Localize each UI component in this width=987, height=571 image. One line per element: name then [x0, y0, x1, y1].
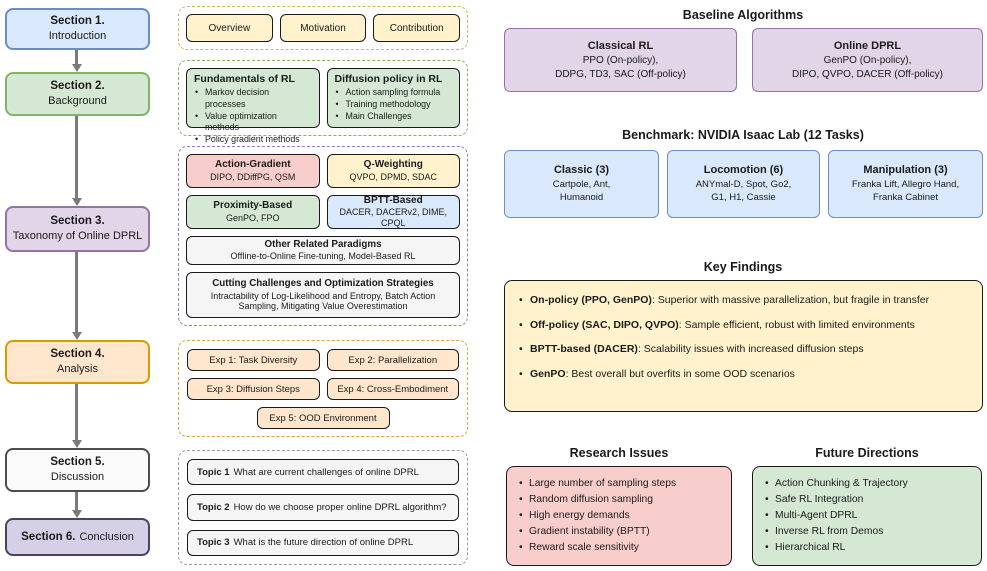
motivation-chip: Motivation [280, 14, 367, 42]
analysis-group [178, 340, 468, 437]
action-gradient-box [186, 154, 320, 188]
section-box-conclusion [5, 518, 150, 556]
flow-arrow [75, 384, 78, 440]
category-algorithms: DACER, DACERv2, DIME, CPQL [339, 207, 448, 228]
proximity-based-box [186, 195, 320, 229]
background-group [178, 60, 468, 145]
box-title: Classic (3) [553, 164, 610, 177]
issue-item: • Gradient instability (BPTT) [518, 524, 720, 540]
section-box-background [5, 72, 150, 116]
classic-tasks-box [504, 150, 659, 218]
topic-label: Topic 1 [197, 466, 230, 478]
flow-arrow [75, 492, 78, 510]
bullet-item: • Markov decision processes [194, 87, 312, 111]
flow-arrow [75, 252, 78, 332]
direction-item: • Inverse RL from Demos [764, 524, 970, 540]
box-line: DDPG, TD3, SAC (Off-policy) [555, 68, 686, 80]
bullet-list [335, 87, 453, 122]
bullet-item: • Action sampling formula [335, 87, 453, 99]
section-name: Background [48, 95, 107, 108]
discussion-group [178, 450, 468, 565]
bullet-item: • Policy gradient methods [194, 134, 312, 146]
box-line: Cartpole, Ant, [552, 178, 611, 190]
box-line: DIPO, QVPO, DACER (Off-policy) [792, 68, 943, 80]
section-box-taxonomy [5, 206, 150, 252]
issue-item: • High energy demands [518, 508, 720, 524]
other-paradigms-box [186, 236, 460, 266]
key-findings-heading: Key Findings [703, 260, 783, 274]
bullet-item: • Training methodology [335, 99, 453, 111]
section-box-analysis [5, 340, 150, 384]
introduction-group [178, 6, 468, 50]
box-title: Other Related Paradigms [264, 239, 382, 251]
cutting-challenges-box [186, 272, 460, 318]
section-number: Section 5. [50, 456, 105, 469]
issues-list [518, 476, 720, 556]
box-text: Intractability of Log-Likelihood and Entropy, Batch Action Sampling, Mitigating Value Overestimation [210, 290, 436, 312]
section-number: Section 4. [50, 348, 105, 361]
topic-label: Topic 3 [197, 537, 230, 549]
finding-bold: On-policy (PPO, GenPO) [530, 294, 652, 306]
issue-item: • Random diffusion sampling [518, 492, 720, 508]
contribution-chip: Contribution [373, 14, 460, 42]
flow-arrow [75, 50, 78, 64]
box-title: Classical RL [587, 39, 654, 52]
section-box-introduction [5, 8, 150, 50]
locomotion-tasks-box [667, 150, 820, 218]
key-findings-box [504, 280, 983, 412]
finding-item [518, 319, 969, 333]
box-line: PPO (On-policy), [582, 55, 659, 67]
section-number: Section 3. [50, 215, 105, 228]
issue-item: • Large number of sampling steps [518, 476, 720, 492]
box-title: Online DPRL [833, 39, 902, 52]
category-algorithms: GenPO, FPO [225, 212, 280, 223]
finding-item [518, 368, 969, 382]
fundamentals-of-rl-box [186, 68, 320, 145]
finding-text: : Sample efficient, robust with limited environments [678, 318, 915, 331]
finding-item [518, 343, 969, 357]
box-line: GenPO (On-policy), [823, 55, 912, 67]
category-title: Q-Weighting [363, 159, 423, 171]
exp-2-box: Exp 2: Parallelization [327, 349, 460, 371]
section-name: Conclusion [79, 530, 134, 543]
directions-list [764, 476, 970, 556]
manipulation-tasks-box [828, 150, 983, 218]
section-name: Introduction [48, 30, 107, 43]
topic-label: Topic 2 [197, 501, 230, 513]
direction-item: • Safe RL Integration [764, 492, 970, 508]
box-title: Diffusion policy in RL [334, 73, 443, 85]
direction-item: • Action Chunking & Trajectory [764, 476, 970, 492]
box-title: Locomotion (6) [703, 164, 784, 177]
finding-text: : Scalability issues with increased diffusion steps [637, 343, 864, 356]
finding-bold: Off-policy (SAC, DIPO, QVPO) [530, 318, 679, 331]
flow-arrow [75, 116, 78, 198]
bullet-list [194, 87, 312, 146]
box-line: G1, H1, Cassie [711, 191, 776, 203]
topic-text: What are current challenges of online DPRL [233, 466, 419, 478]
section-name: Taxonomy of Online DPRL [12, 230, 143, 243]
category-title: BPTT-Based [363, 194, 423, 206]
finding-text: : Superior with massive parallelization, but fragile in transfer [651, 294, 930, 306]
section-number: Section 2. [50, 80, 105, 93]
topic-text: How do we choose proper online DPRL algorithm? [233, 501, 447, 513]
box-line: ANYmal-D, Spot, Go2, [695, 178, 792, 190]
findings-list [518, 294, 969, 382]
box-title: Manipulation (3) [863, 164, 948, 177]
box-line: Franka Cabinet [873, 191, 938, 203]
box-title: Fundamentals of RL [194, 73, 295, 85]
research-issues-heading: Research Issues [569, 446, 669, 460]
section-box-discussion [5, 448, 150, 492]
bptt-based-box [327, 195, 461, 229]
exp-5-box: Exp 5: OOD Environment [257, 407, 390, 429]
taxonomy-group [178, 146, 468, 326]
topic-1-box [187, 459, 459, 485]
topic-2-box [187, 494, 459, 520]
q-weighting-box [327, 154, 461, 188]
box-text: Offline-to-Online Fine-tuning, Model-Based RL [230, 251, 416, 262]
online-dprl-box [752, 28, 983, 92]
box-title: Cutting Challenges and Optimization Strategies [212, 278, 434, 290]
exp-3-box: Exp 3: Diffusion Steps [187, 378, 320, 400]
topic-text: What is the future direction of online DPRL [233, 537, 414, 549]
bullet-item: • Value optimization methods [194, 111, 312, 135]
exp-1-box: Exp 1: Task Diversity [187, 349, 320, 371]
section-name: Discussion [50, 471, 105, 484]
finding-item [518, 294, 969, 308]
exp-4-box: Exp 4: Cross-Embodiment [327, 378, 460, 400]
box-line: Franka Lift, Allegro Hand, [851, 178, 960, 190]
issue-item: • Reward scale sensitivity [518, 540, 720, 556]
finding-bold: BPTT-based (DACER) [530, 343, 638, 356]
topic-3-box [187, 530, 459, 556]
section-number: Section 1. [50, 15, 105, 28]
category-algorithms: DIPO, DDiffPG, QSM [210, 171, 296, 182]
baseline-algorithms-heading: Baseline Algorithms [682, 8, 804, 22]
direction-item: • Multi-Agent DPRL [764, 508, 970, 524]
research-issues-box [506, 466, 732, 566]
overview-chip: Overview [186, 14, 273, 42]
finding-bold: GenPO [530, 367, 566, 380]
future-directions-box [752, 466, 982, 566]
classical-rl-box [504, 28, 737, 92]
category-algorithms: QVPO, DPMD, SDAC [349, 171, 437, 182]
section-number: Section 6. [21, 530, 76, 543]
category-title: Proximity-Based [213, 200, 293, 211]
diffusion-policy-in-rl-box [327, 68, 461, 128]
direction-item: • Hierarchical RL [764, 540, 970, 556]
section-name: Analysis [57, 363, 98, 376]
benchmark-heading: Benchmark: NVIDIA Isaac Lab (12 Tasks) [622, 128, 864, 142]
bullet-item: • Main Challenges [335, 111, 453, 123]
box-line: Humanoid [559, 191, 604, 203]
finding-text: : Best overall but overfits in some OOD scenarios [565, 367, 795, 380]
category-title: Action-Gradient [214, 159, 291, 171]
future-directions-heading: Future Directions [815, 446, 919, 460]
